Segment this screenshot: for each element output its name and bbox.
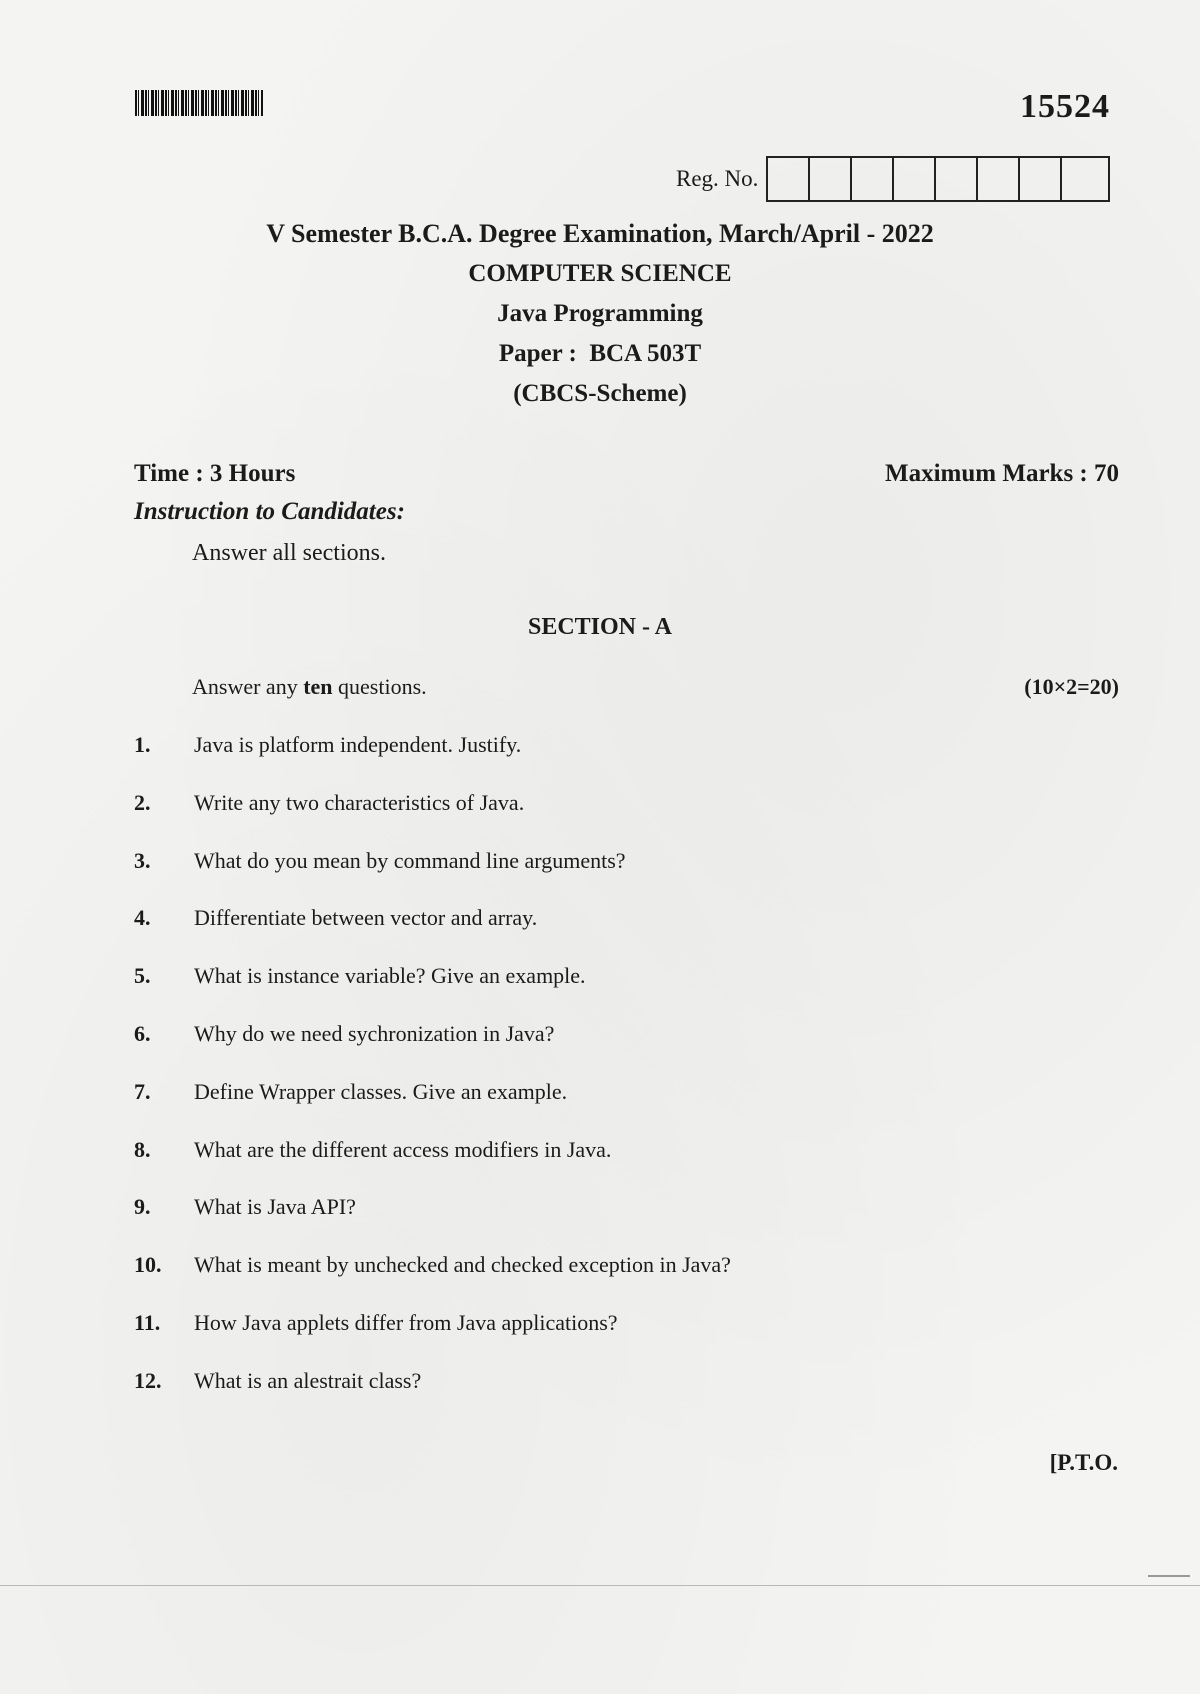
question-number: 2. [134, 789, 151, 815]
reg-number-boxes [766, 156, 1110, 202]
answer-suffix: questions. [332, 674, 427, 699]
question-text: How Java applets differ from Java applications? [194, 1309, 618, 1335]
subject-title: COMPUTER SCIENCE [468, 260, 732, 287]
reg-box [852, 158, 894, 200]
section-a-instruction [192, 674, 427, 700]
reg-box [1062, 158, 1108, 200]
question-number: 9. [134, 1194, 151, 1220]
question-text: Java is platform independent. Justify. [194, 732, 522, 757]
question-number: 10. [134, 1252, 162, 1278]
exam-header [0, 214, 1200, 414]
question-item [134, 1079, 1114, 1137]
question-text: What is an alestrait class? [194, 1367, 422, 1393]
pto-label: [P.T.O. [1049, 1450, 1118, 1475]
reg-box [810, 158, 852, 200]
question-text: What is instance variable? Give an example. [194, 963, 586, 989]
time-marks-row [134, 460, 1119, 488]
section-a-title: SECTION - A [527, 614, 673, 640]
page-bottom-divider [0, 1585, 1200, 1586]
question-number: 1. [134, 732, 151, 757]
barcode [135, 90, 263, 116]
reg-box [768, 158, 810, 200]
page-corner-mark [1148, 1575, 1190, 1577]
question-text: Write any two characteristics of Java. [194, 789, 525, 815]
question-item [134, 1194, 1114, 1252]
course-title: Java Programming [497, 300, 703, 327]
question-text: Define Wrapper classes. Give an example. [194, 1078, 568, 1104]
section-a-marks: (10×2=20) [1024, 674, 1119, 699]
question-text: Differentiate between vector and array. [194, 905, 538, 931]
max-marks-label: Maximum Marks : 70 [885, 460, 1119, 487]
question-number: 4. [134, 905, 151, 931]
answer-count: ten [303, 674, 333, 699]
question-item [134, 732, 1114, 790]
question-item [134, 905, 1114, 963]
question-number: 5. [134, 963, 151, 989]
question-text: Why do we need sychronization in Java? [194, 1020, 555, 1046]
question-item [134, 1310, 1114, 1368]
question-text: What is meant by unchecked and checked exception in Java? [194, 1252, 731, 1278]
question-item [134, 848, 1114, 906]
question-number: 3. [134, 847, 151, 873]
reg-box [978, 158, 1020, 200]
question-number: 12. [134, 1367, 162, 1393]
question-item [134, 1021, 1114, 1079]
question-list [134, 732, 1114, 1426]
reg-box [1020, 158, 1062, 200]
question-item [134, 1368, 1114, 1426]
scheme-title: (CBCS-Scheme) [513, 380, 687, 407]
question-number: 11. [134, 1309, 161, 1335]
question-number: 7. [134, 1078, 151, 1104]
question-number: 8. [134, 1136, 151, 1162]
reg-box [894, 158, 936, 200]
question-text: What is Java API? [194, 1194, 356, 1220]
answer-prefix: Answer any [192, 674, 304, 699]
question-item [134, 1137, 1114, 1195]
exam-title: V Semester B.C.A. Degree Examination, March/April - 2022 [266, 219, 934, 248]
question-item [134, 1252, 1114, 1310]
reg-number-label: Reg. No. [676, 166, 759, 191]
question-text: What are the different access modifiers in Java. [194, 1136, 612, 1162]
reg-box [936, 158, 978, 200]
paper-code: 15524 [1020, 88, 1110, 125]
question-item [134, 790, 1114, 848]
time-label: Time : 3 Hours [134, 460, 296, 487]
paper-title: Paper : BCA 503T [498, 340, 702, 367]
instructions-text: Answer all sections. [192, 540, 386, 566]
reg-number-row [676, 156, 1110, 202]
question-number: 6. [134, 1020, 151, 1046]
section-a-instruction-row [192, 674, 1119, 700]
instructions-title: Instruction to Candidates: [134, 498, 405, 525]
question-item [134, 963, 1114, 1021]
question-text: What do you mean by command line arguments? [194, 847, 626, 873]
